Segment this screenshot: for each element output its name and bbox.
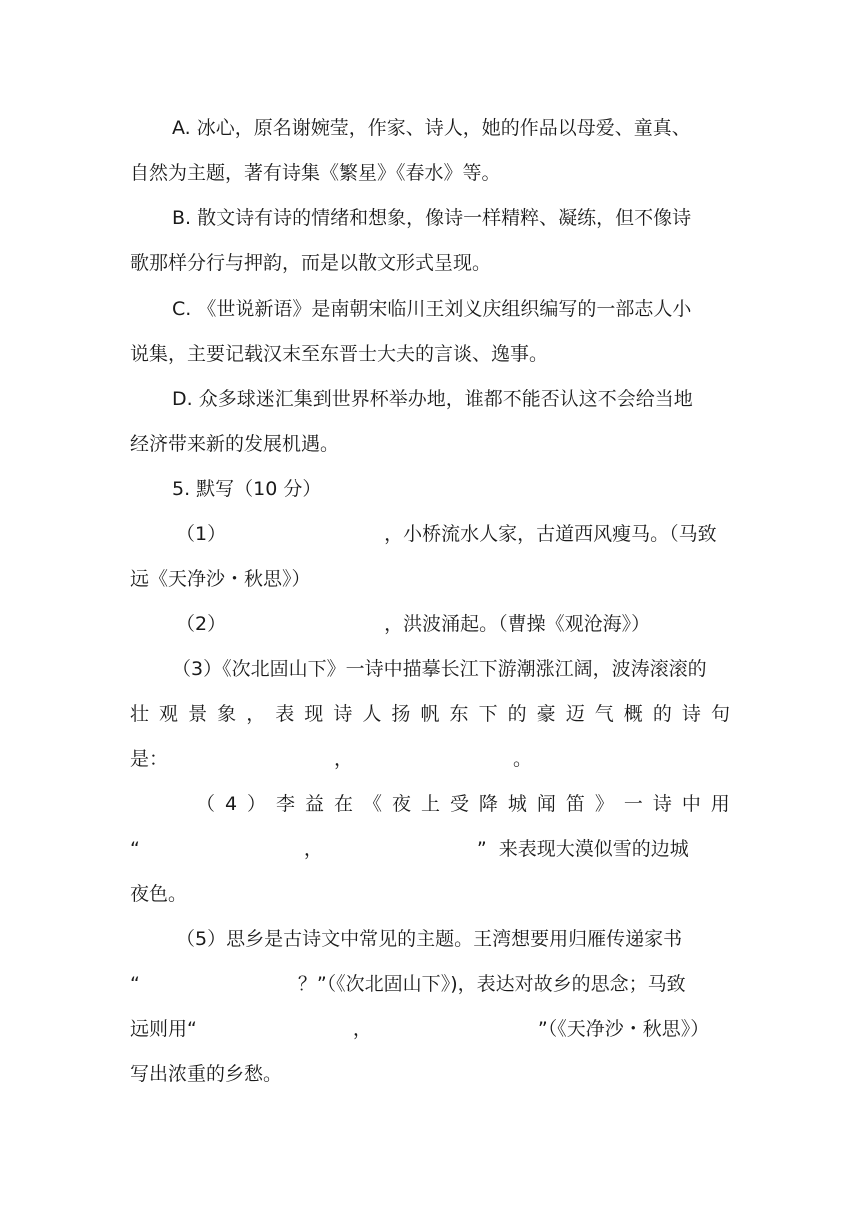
- char: 东: [449, 703, 469, 725]
- item-2-number: （2）: [176, 613, 227, 635]
- item-2-line: [176, 611, 730, 637]
- item-5-line1: （5）思乡是古诗文中常见的主题。王湾想要用归雁传递家书: [176, 928, 683, 950]
- char: 的: [507, 703, 527, 725]
- char: 闻: [536, 793, 556, 815]
- char: 迈: [565, 703, 585, 725]
- char: 现: [304, 703, 324, 725]
- char: 笛: [565, 793, 585, 815]
- item-1-line1: [176, 521, 730, 547]
- item-4-line2: [130, 836, 730, 862]
- option-b-line2: 歌那样分行与押韵，而是以散文形式呈现。: [130, 252, 492, 274]
- char: 在: [334, 793, 354, 815]
- char: 人: [362, 703, 382, 725]
- char: 4: [224, 793, 238, 815]
- item-5-prefix: 远则用“: [130, 1018, 197, 1040]
- item-4-text: 来表现大漠似雪的边城: [498, 838, 689, 860]
- char: ，: [246, 703, 266, 725]
- char: 夜: [391, 793, 411, 815]
- option-a-line1: A. 冰心，原名谢婉莹，作家、诗人，她的作品以母爱、童真、: [172, 117, 691, 139]
- char: 上: [420, 793, 440, 815]
- char: 《: [362, 793, 382, 815]
- char: 诗: [652, 793, 672, 815]
- option-d-line2: 经济带来新的发展机遇。: [130, 433, 340, 455]
- item-5-line3: [130, 1016, 730, 1042]
- item-3-prefix: 是：: [130, 748, 169, 770]
- char: 概: [623, 703, 643, 725]
- option-d-line1: D. 众多球迷汇集到世界杯举办地，谁都不能否认这不会给当地: [172, 388, 693, 410]
- char: 诗: [681, 703, 701, 725]
- item-3-line2: [130, 701, 730, 727]
- char: 降: [478, 793, 498, 815]
- char: 一: [623, 793, 643, 815]
- item-4-line1: [196, 791, 730, 817]
- char: 观: [159, 703, 179, 725]
- item-4-comma: ，: [303, 838, 323, 860]
- option-c-line2: 说集，主要记载汉末至东晋士大夫的言谈、逸事。: [130, 343, 549, 365]
- item-1-line2: 远《天净沙・秋思》）: [130, 568, 311, 590]
- char: 中: [681, 793, 701, 815]
- char: 受: [449, 793, 469, 815]
- item-3-period: 。: [513, 748, 533, 770]
- item-5-comma: ，: [352, 1018, 372, 1040]
- option-c-line1: C. 《世说新语》是南朝宋临川王刘义庆组织编写的一部志人小: [172, 298, 692, 320]
- char: 景: [188, 703, 208, 725]
- char: 诗: [333, 703, 353, 725]
- char: （: [196, 793, 216, 815]
- close-quote: ”: [476, 838, 487, 860]
- char: 下: [478, 703, 498, 725]
- item-2-text: ，洪波涌起。（曹操《观沧海》）: [384, 613, 651, 635]
- char: 句: [710, 703, 730, 725]
- char: 壮: [130, 703, 150, 725]
- char: 象: [217, 703, 237, 725]
- item-5-source: ”（《天净沙・秋思》）: [537, 1018, 710, 1040]
- char: 扬: [391, 703, 411, 725]
- item-3-line1: （3）《次北固山下》一诗中描摹长江下游潮涨江阔，波涛滚滚的: [172, 658, 707, 680]
- item-5-line2: [130, 971, 730, 997]
- char: 豪: [536, 703, 556, 725]
- open-quote: “: [130, 838, 140, 860]
- item-5-text: ？”（《次北固山下》)，表达对故乡的思念；马致: [297, 973, 686, 995]
- char: 帆: [420, 703, 440, 725]
- char: 的: [652, 703, 672, 725]
- item-4-line3: 夜色。: [130, 883, 188, 905]
- char: 益: [305, 793, 325, 815]
- char: 李: [276, 793, 296, 815]
- option-b-line1: B. 散文诗有诗的情绪和想象，像诗一样精粹、凝练，但不像诗: [172, 207, 692, 229]
- question-5-heading: 5. 默写（10 分）: [172, 478, 322, 500]
- option-a-line2: 自然为主题，著有诗集《繁星》《春水》等。: [130, 162, 501, 184]
- item-1-text: ，小桥流水人家，古道西风瘦马。（马致: [384, 523, 717, 545]
- char: 用: [710, 793, 730, 815]
- item-3-comma: ，: [334, 748, 354, 770]
- char: 表: [275, 703, 295, 725]
- char: 气: [594, 703, 614, 725]
- char: 城: [507, 793, 527, 815]
- open-quote: “: [130, 973, 140, 995]
- item-1-number: （1）: [176, 523, 227, 545]
- char: ）: [247, 793, 267, 815]
- item-5-line4: 写出浓重的乡愁。: [130, 1063, 283, 1085]
- char: 》: [594, 793, 614, 815]
- item-3-line3: [130, 746, 730, 772]
